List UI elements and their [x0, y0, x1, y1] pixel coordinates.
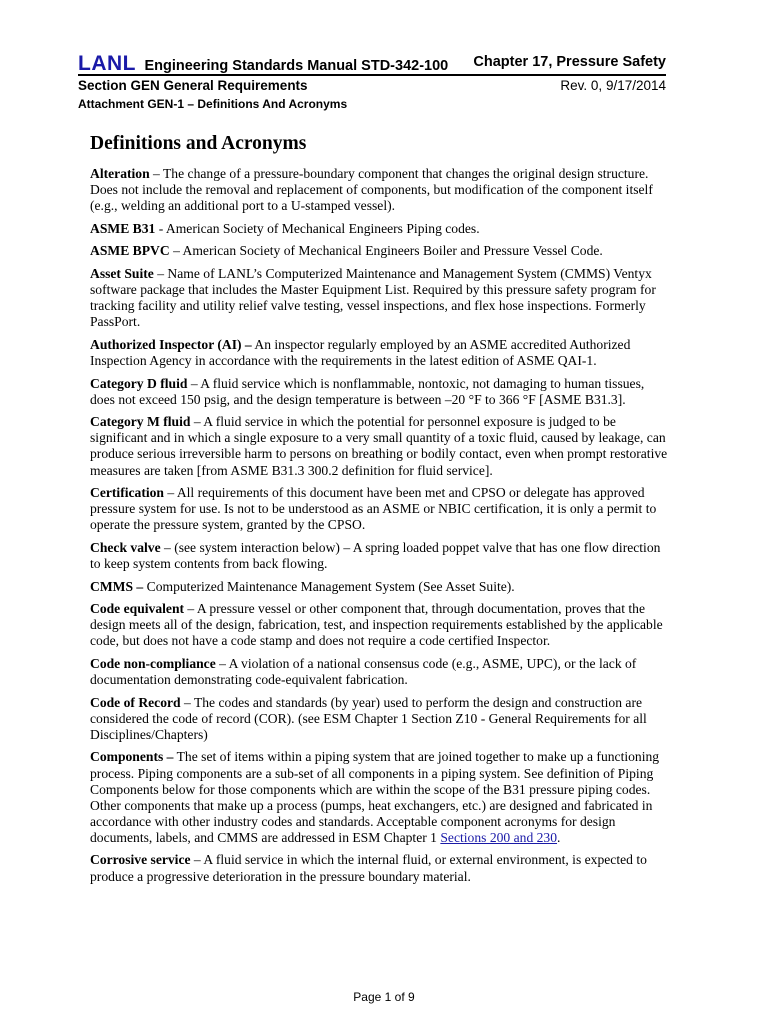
definition-term: Asset Suite: [90, 265, 154, 281]
definition-tail: .: [557, 829, 561, 845]
definition-text: – A fluid service in which the internal fluid, or external environment, is expected to produce a progressive deterioration in the pressure boundary material.: [90, 852, 647, 884]
definition-entry: [90, 243, 668, 259]
definition-entry: [90, 376, 668, 408]
definition-entry: [90, 656, 668, 688]
definition-term: Authorized Inspector (AI) –: [90, 336, 252, 352]
definition-entry: [90, 337, 668, 369]
definition-term: Code non-compliance: [90, 655, 216, 671]
revision-label: Rev. 0, 9/17/2014: [560, 78, 666, 93]
definition-entry: [90, 414, 668, 478]
definition-term: Code equivalent: [90, 601, 185, 617]
section-title: Section GEN General Requirements: [78, 78, 308, 93]
definition-text: – A pressure vessel or other component that, through documentation, proves that the design meets all of the design, fabrication, test, and inspection requirements established by the applicable code, but does not have a code stamp and does not require a code certified Inspector.: [90, 601, 663, 649]
definition-term: Alteration: [90, 166, 150, 181]
definition-term: Check valve: [90, 539, 161, 555]
definition-term: Certification: [90, 485, 164, 501]
definitions-list: [90, 166, 668, 885]
definition-term: Category M fluid: [90, 414, 191, 430]
definition-text: – A fluid service in which the potential for personnel exposure is judged to be significant and in which a single exposure to a very small quantity of a toxic fluid, caused by leakage, can produce serious irreversible harm to persons on breathing or bodily contact, even when prompt restorative measures are taken [from ASME B31.3 300.2 definition for fluid service].: [90, 414, 668, 478]
definition-term: ASME B31: [90, 220, 156, 236]
definition-text: – The codes and standards (by year) used to perform the design and construction are considered the code of record (COR). (see ESM Chapter 1 Section Z10 - General Requirements for all Disciplines/Chapters): [90, 694, 647, 742]
definition-text: – All requirements of this document have been met and CPSO or delegate has approved pressure system for use. Is not to be understood as an ASME or NBIC certification, it is only a permit to operate the pressure system, granted by the CPSO.: [90, 485, 657, 533]
definition-text: – Name of LANL’s Computerized Maintenance and Management System (CMMS) Ventyx software package that includes the Master Equipment List. Required by this pressure safety program for tracking facility and utility relief valve testing, vessel inspections, and flex hose inspections. Formerly PassPort.: [90, 265, 656, 330]
definition-entry: [90, 695, 668, 743]
page-heading: Definitions and Acronyms: [90, 133, 307, 154]
definition-entry: [90, 485, 668, 533]
definition-term: ASME BPVC: [90, 243, 170, 259]
definition-entry: [90, 266, 668, 330]
page-number: Page 1 of 9: [353, 990, 415, 1004]
definition-text: - American Society of Mechanical Engineers Piping codes.: [155, 220, 480, 236]
definition-term: Category D fluid: [90, 375, 188, 391]
definition-text: – The change of a pressure-boundary component that changes the original design structure. Does not include the removal and replacement of components, but modification of the component itself (e.g., welding an additional port to a U-stamped vessel).: [90, 166, 653, 214]
attachment-title: Attachment GEN-1 – Definitions And Acronyms: [78, 97, 348, 111]
definition-text: – A fluid service which is nonflammable, nontoxic, not damaging to human tissues, does not exceed 150 psig, and the design temperature is between –20 °F to 366 °F [ASME B31.3].: [90, 375, 645, 407]
manual-title: Engineering Standards Manual STD-342-100: [144, 58, 449, 74]
definition-text: – American Society of Mechanical Engineers Boiler and Pressure Vessel Code.: [169, 243, 603, 259]
definition-term: Code of Record: [90, 694, 181, 710]
definition-term: Components –: [90, 749, 174, 765]
definition-entry: [90, 166, 668, 214]
document-body: [90, 133, 668, 891]
definition-entry: [90, 221, 668, 237]
definition-entry: [90, 540, 668, 572]
lanl-logo: LANL: [78, 52, 136, 75]
definition-entry: [90, 852, 668, 884]
definition-entry: [90, 601, 668, 649]
definition-text: – A violation of a national consensus code (e.g., ASME, UPC), or the lack of documentation demonstrating code-equivalent fabrication.: [90, 655, 637, 688]
definition-text: Computerized Maintenance Management System (See Asset Suite).: [143, 578, 515, 594]
header-section-row: [78, 78, 666, 93]
sections-link[interactable]: Sections 200 and 230: [440, 829, 558, 845]
header-title-row: [78, 52, 666, 76]
definition-text: – (see system interaction below) – A spring loaded poppet valve that has one flow direction to keep system contents from back flowing.: [90, 539, 661, 571]
definition-text: An inspector regularly employed by an ASME accredited Authorized Inspection Agency in accordance with the requirements in the latest edition of ASME QAI-1.: [90, 336, 631, 368]
definition-text: The set of items within a piping system that are joined together to make up a functioning process. Piping components are a sub-set of all components in a piping system. See definition of Piping Components below for those components which are within the scope of the B31 pressure piping codes. Other components that make up a process (pumps, heat exchangers, etc.) are designed and fabricated in accordance with other industry codes and standards. Acceptable component acronyms for design documents, labels, and CMMS are addressed in ESM Chapter 1: [90, 749, 660, 845]
definition-entry: [90, 749, 668, 846]
definition-entry: [90, 579, 668, 595]
chapter-title: Chapter 17, Pressure Safety: [473, 54, 666, 70]
definition-term: Corrosive service: [90, 852, 191, 868]
definition-term: CMMS –: [90, 578, 144, 594]
